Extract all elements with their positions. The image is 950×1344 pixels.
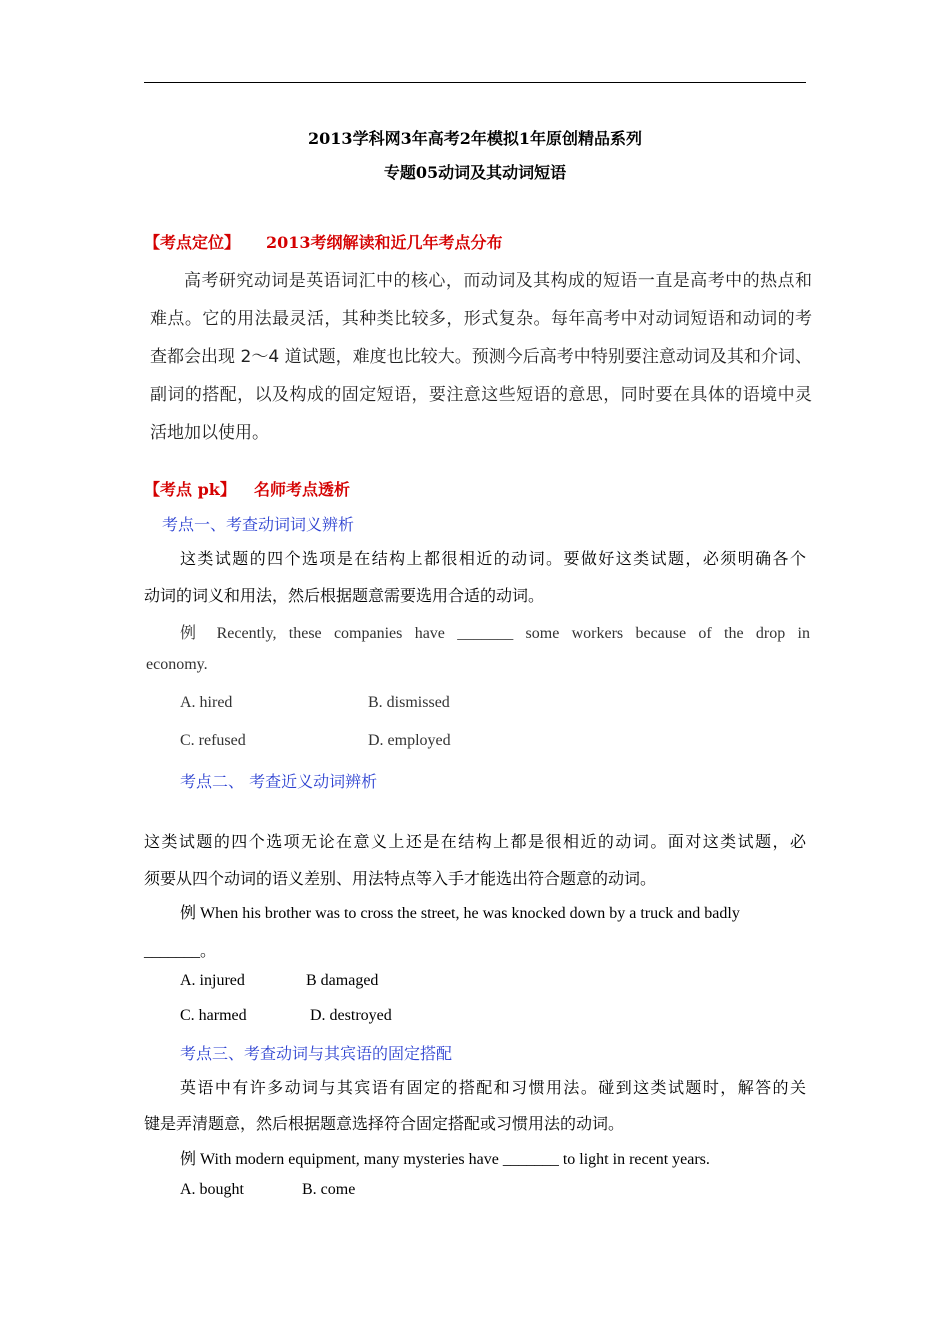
paragraph-line: 查都会出现 2～4 道试题，难度也比较大。预测今后高考中特别要注意动词及其和介词、 (150, 347, 812, 367)
topic-title: 专题05动词及其动词短语 (383, 163, 567, 182)
option-a: A. hired (180, 694, 233, 711)
option-a: A. injured (180, 972, 245, 989)
paragraph-line: 这类试题的四个选项无论在意义上还是在结构上都是很相近的动词。面对这类试题，必 (144, 832, 806, 851)
point-title: 考点二、 考查近义动词辨析 (180, 772, 378, 791)
option-c: C. harmed (180, 1007, 247, 1024)
option-b: B damaged (306, 972, 379, 989)
point-title: 考点三、考查动词与其宾语的固定搭配 (180, 1044, 453, 1063)
paragraph-line: 英语中有许多动词与其宾语有固定的搭配和习惯用法。碰到这类试题时，解答的关 (180, 1078, 806, 1097)
paragraph-line: 副词的搭配，以及构成的固定短语，要注意这些短语的意思，同时要在具体的语境中灵 (150, 385, 812, 405)
example-line: 例 Recently, these companies have _______ some workers because of the drop in (180, 625, 810, 642)
paragraph-line: 须要从四个动词的语义差别、用法特点等入手才能选出符合题意的动词。 (144, 869, 657, 888)
paragraph-line: 难点。它的用法最灵活，其种类比较多，形式复杂。每年高考中对动词短语和动词的考 (150, 309, 812, 329)
option-c: C. refused (180, 732, 246, 749)
header-rule (144, 82, 806, 83)
example-line: _______。 (144, 943, 217, 960)
example-line: 例 When his brother was to cross the street, he was knocked down by a truck and badly (180, 905, 740, 922)
option-d: D. employed (368, 732, 451, 749)
section-heading-bracket: 【考点 pk】 (144, 480, 236, 499)
example-line: economy. (146, 656, 208, 673)
paragraph-line: 这类试题的四个选项是在结构上都很相近的动词。要做好这类试题，必须明确各个 (180, 549, 806, 568)
section-heading-text: 2013考纲解读和近几年考点分布 (266, 233, 503, 252)
paragraph-line: 键是弄清题意，然后根据题意选择符合固定搭配或习惯用法的动词。 (144, 1114, 625, 1133)
section-heading-text: 名师考点透析 (254, 480, 351, 499)
option-b: B. dismissed (368, 694, 450, 711)
option-d: D. destroyed (310, 1007, 392, 1024)
paragraph-line: 活地加以使用。 (150, 423, 269, 443)
series-title: 2013学科网3年高考2年模拟1年原创精品系列 (308, 129, 642, 148)
paragraph-line: 动词的词义和用法，然后根据题意需要选用合适的动词。 (144, 586, 545, 605)
option-a: A. bought (180, 1181, 244, 1198)
point-title: 考点一、考查动词词义辨析 (162, 515, 355, 534)
option-b: B. come (302, 1181, 356, 1198)
example-line: 例 With modern equipment, many mysteries have _______ to light in recent years. (180, 1151, 710, 1168)
paragraph-line: 高考研究动词是英语词汇中的核心，而动词及其构成的短语一直是高考中的热点和 (184, 271, 812, 291)
section-heading-bracket: 【考点定位】 (144, 233, 241, 252)
